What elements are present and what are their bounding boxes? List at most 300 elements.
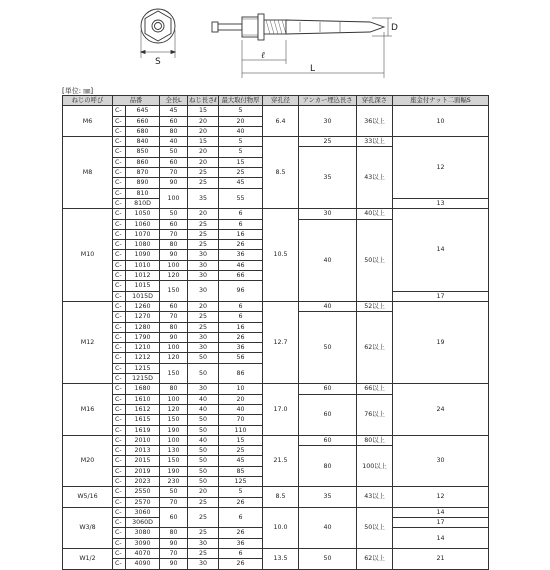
table-cell: 30 (188, 250, 219, 260)
table-cell: C- (113, 435, 126, 445)
table-cell: 230 (160, 476, 188, 486)
table-cell: 21.5 (263, 435, 299, 486)
table-cell: C- (113, 487, 126, 497)
table-cell: 50 (188, 363, 219, 384)
table-cell: 100 (160, 394, 188, 404)
table-cell: 1215D (126, 374, 160, 384)
table-cell: 1270 (126, 312, 160, 322)
table-cell: 12.7 (263, 301, 299, 383)
table-cell: 70 (160, 312, 188, 322)
table-cell: 15 (219, 157, 263, 167)
table-cell: 1280 (126, 322, 160, 332)
table-cell: 90 (160, 332, 188, 342)
table-cell: 25 (299, 137, 357, 147)
table-cell: 62以上 (357, 549, 393, 570)
table-cell: C- (113, 106, 126, 116)
table-cell: 40 (160, 137, 188, 147)
table-cell: 26 (219, 497, 263, 507)
table-cell: C- (113, 147, 126, 157)
table-cell: 4070 (126, 549, 160, 559)
table-cell: 1015 (126, 281, 160, 291)
table-cell: 3060D (126, 518, 160, 528)
table-cell: 30 (188, 281, 219, 302)
table-cell: 60 (160, 301, 188, 311)
table-cell: 30 (188, 332, 219, 342)
nut-top-view (141, 9, 175, 58)
table-cell: 130 (160, 446, 188, 456)
table-cell: 660 (126, 116, 160, 126)
table-cell: C- (113, 353, 126, 363)
table-cell: C- (113, 497, 126, 507)
table-cell: 30 (299, 209, 357, 219)
table-cell: C- (113, 538, 126, 548)
table-cell: 6.4 (263, 106, 299, 137)
table-cell: 30 (188, 538, 219, 548)
table-cell: C- (113, 209, 126, 219)
table-cell: 26 (219, 240, 263, 250)
table-cell: 25 (188, 219, 219, 229)
table-cell: C- (113, 188, 126, 198)
table-cell: C- (113, 271, 126, 281)
table-cell: C- (113, 384, 126, 394)
table-cell: 13.5 (263, 549, 299, 570)
table-cell: 120 (160, 404, 188, 414)
table-cell: 50以上 (357, 219, 393, 301)
table-cell: C- (113, 240, 126, 250)
thread-cell: M6 (63, 106, 113, 137)
table-cell: 50 (299, 549, 357, 570)
table-cell: 20 (188, 209, 219, 219)
table-cell: 4090 (126, 559, 160, 569)
table-cell: 1619 (126, 425, 160, 435)
table-cell: C- (113, 178, 126, 188)
table-cell: 26 (219, 332, 263, 342)
table-cell: C- (113, 374, 126, 384)
table-cell: 870 (126, 168, 160, 178)
table-cell: 6 (219, 219, 263, 229)
table-cell: 40以上 (357, 209, 393, 219)
col-drill-depth: 穿孔深さ (357, 96, 393, 106)
table-cell: 1080 (126, 240, 160, 250)
table-cell: 190 (160, 466, 188, 476)
table-cell: 33以上 (357, 137, 393, 147)
table-cell: 25 (188, 322, 219, 332)
table-cell: 90 (160, 178, 188, 188)
table-cell: 80 (160, 322, 188, 332)
table-cell: 150 (160, 363, 188, 384)
table-cell: 110 (219, 425, 263, 435)
table-cell: 70 (219, 415, 263, 425)
table-cell: 1060 (126, 219, 160, 229)
table-cell: 5 (219, 147, 263, 157)
table-row (63, 209, 489, 219)
table-cell: 60 (299, 384, 357, 394)
table-cell: 85 (219, 466, 263, 476)
table-cell: 2550 (126, 487, 160, 497)
table-cell: 1610 (126, 394, 160, 404)
table-cell: 10 (393, 106, 489, 137)
table-cell: 20 (188, 301, 219, 311)
table-cell: 60 (299, 435, 357, 445)
table-cell: 60 (299, 394, 357, 435)
table-cell: 36 (219, 343, 263, 353)
table-cell: C- (113, 168, 126, 178)
table-cell: 50以上 (357, 507, 393, 548)
table-cell: 2015 (126, 456, 160, 466)
thread-cell: W1/2 (63, 549, 113, 570)
label-l: L (310, 64, 316, 74)
anchor-bolt-diagram (0, 0, 550, 90)
table-cell: C- (113, 126, 126, 136)
thread-cell: M16 (63, 384, 113, 435)
table-cell: 62以上 (357, 312, 393, 384)
table-cell: 2570 (126, 497, 160, 507)
table-cell: 810D (126, 198, 160, 208)
table-cell: 25 (188, 497, 219, 507)
table-cell: 80 (160, 240, 188, 250)
table-cell: 17 (393, 518, 489, 528)
table-cell: 90 (160, 559, 188, 569)
table-cell: 14 (393, 209, 489, 291)
table-cell: 26 (219, 528, 263, 538)
table-cell: 36 (219, 538, 263, 548)
bolt-side-view (212, 14, 384, 40)
table-cell: 2023 (126, 476, 160, 486)
table-cell: 6 (219, 549, 263, 559)
table-cell: 19 (393, 301, 489, 383)
table-cell: 25 (188, 229, 219, 239)
table-cell: 2013 (126, 446, 160, 456)
table-cell: 150 (160, 281, 188, 302)
table-cell: 50 (160, 487, 188, 497)
table-cell: 50 (188, 456, 219, 466)
thread-cell: W3/8 (63, 507, 113, 548)
table-cell: 16 (219, 229, 263, 239)
table-cell: 3090 (126, 538, 160, 548)
table-cell: C- (113, 250, 126, 260)
col-part-number: 品番 (113, 96, 160, 106)
table-cell: 3060 (126, 507, 160, 517)
table-row (63, 106, 489, 116)
table-cell: 100 (160, 435, 188, 445)
table-cell: 40 (219, 404, 263, 414)
table-cell: C- (113, 363, 126, 373)
label-ell: ℓ (261, 51, 265, 61)
table-cell: 80以上 (357, 435, 393, 445)
table-cell: C- (113, 219, 126, 229)
table-cell: 15 (219, 435, 263, 445)
table-cell: 2019 (126, 466, 160, 476)
table-cell: 20 (219, 394, 263, 404)
table-cell: 80 (160, 126, 188, 136)
table-cell: 645 (126, 106, 160, 116)
header-row (63, 96, 489, 106)
table-cell: 40 (188, 394, 219, 404)
table-cell: 25 (188, 507, 219, 528)
table-cell: 1612 (126, 404, 160, 414)
table-cell: 60 (160, 157, 188, 167)
label-d: D (391, 23, 398, 33)
table-cell: 10.5 (263, 209, 299, 302)
table-cell: 840 (126, 137, 160, 147)
table-cell: 50 (188, 476, 219, 486)
table-cell: C- (113, 446, 126, 456)
table-cell: 50 (160, 209, 188, 219)
table-cell: 25 (219, 168, 263, 178)
table-cell: C- (113, 137, 126, 147)
table-cell: 80 (160, 528, 188, 538)
table-cell: 90 (160, 250, 188, 260)
table-cell: C- (113, 301, 126, 311)
table-cell: 100 (160, 343, 188, 353)
table-cell: 860 (126, 157, 160, 167)
table-cell: 20 (219, 116, 263, 126)
col-max-fixture: 最大取付物厚 (219, 96, 263, 106)
table-cell: 25 (188, 168, 219, 178)
table-cell: 5 (219, 137, 263, 147)
table-cell: 1790 (126, 332, 160, 342)
table-cell: 12 (393, 487, 489, 508)
table-cell: C- (113, 549, 126, 559)
table-cell: 46 (219, 260, 263, 270)
table-cell: 25 (188, 528, 219, 538)
spec-table (62, 95, 489, 570)
table-cell: 13 (393, 198, 489, 208)
table-cell: 1210 (126, 343, 160, 353)
table-cell: 150 (160, 456, 188, 466)
table-cell: 80 (299, 446, 357, 487)
table-cell: 40 (188, 404, 219, 414)
table-cell: C- (113, 291, 126, 301)
table-cell: 96 (219, 281, 263, 302)
table-row (63, 435, 489, 445)
table-cell: 100 (160, 188, 188, 209)
table-cell: 56 (219, 353, 263, 363)
col-embed-depth: アンカー埋込長さ (299, 96, 357, 106)
table-row (63, 301, 489, 311)
table-cell: 35 (299, 487, 357, 508)
table-cell: 890 (126, 178, 160, 188)
table-cell: 12 (393, 137, 489, 199)
table-cell: 50 (188, 415, 219, 425)
table-cell: 70 (160, 497, 188, 507)
table-cell: 1010 (126, 260, 160, 270)
table-cell: 20 (188, 116, 219, 126)
table-row (63, 487, 489, 497)
table-cell: C- (113, 404, 126, 414)
table-cell: 26 (219, 559, 263, 569)
table-cell: C- (113, 507, 126, 517)
table-cell: 40 (219, 126, 263, 136)
table-cell: 125 (219, 476, 263, 486)
table-cell: 76以上 (357, 394, 393, 435)
table-cell: 810 (126, 188, 160, 198)
table-cell: 30 (188, 384, 219, 394)
table-cell: 45 (160, 106, 188, 116)
table-cell: 66 (219, 271, 263, 281)
table-cell: C- (113, 229, 126, 239)
table-cell: C- (113, 260, 126, 270)
thread-cell: M8 (63, 137, 113, 209)
table-cell: 17.0 (263, 384, 299, 435)
thread-cell: M12 (63, 301, 113, 383)
table-cell: 1050 (126, 209, 160, 219)
table-cell: C- (113, 281, 126, 291)
table-cell: 100以上 (357, 446, 393, 487)
table-cell: C- (113, 456, 126, 466)
table-cell: 3080 (126, 528, 160, 538)
table-cell: 30 (393, 435, 489, 486)
table-cell: 45 (219, 456, 263, 466)
label-s: S (155, 57, 161, 67)
table-cell: C- (113, 312, 126, 322)
table-cell: 50 (160, 147, 188, 157)
table-cell: C- (113, 518, 126, 528)
table-cell: 16 (219, 322, 263, 332)
table-cell: 25 (188, 178, 219, 188)
table-cell: 60 (160, 116, 188, 126)
table-cell: 43以上 (357, 147, 393, 209)
table-cell: 5 (219, 106, 263, 116)
table-cell: C- (113, 322, 126, 332)
table-cell: 35 (299, 147, 357, 209)
table-cell: C- (113, 415, 126, 425)
table-cell: 25 (219, 446, 263, 456)
col-total-length: 全長L (160, 96, 188, 106)
table-cell: 36 (219, 250, 263, 260)
table-cell: C- (113, 528, 126, 538)
table-cell: 120 (160, 353, 188, 363)
table-cell: 35 (188, 188, 219, 209)
col-thread: ねじの呼び (63, 96, 113, 106)
table-cell: 60 (160, 507, 188, 528)
table-cell: 15 (188, 137, 219, 147)
table-cell: C- (113, 116, 126, 126)
table-cell: 120 (160, 271, 188, 281)
table-cell: 1090 (126, 250, 160, 260)
table-cell: 60 (160, 219, 188, 229)
table-cell: C- (113, 559, 126, 569)
table-cell: 20 (188, 147, 219, 157)
thread-cell: M20 (63, 435, 113, 486)
table-cell: 55 (219, 188, 263, 209)
table-cell: 70 (160, 229, 188, 239)
table-row (63, 507, 489, 517)
table-cell: 1212 (126, 353, 160, 363)
table-cell: 850 (126, 147, 160, 157)
table-cell: C- (113, 466, 126, 476)
table-cell: 14 (393, 528, 489, 549)
table-cell: 50 (299, 312, 357, 384)
unit-label: [単位: ㎜] (62, 87, 94, 95)
table-row (63, 549, 489, 559)
table-cell: 40 (299, 219, 357, 301)
thread-cell: M10 (63, 209, 113, 302)
table-cell: C- (113, 425, 126, 435)
table-cell: 24 (393, 384, 489, 435)
table-cell: C- (113, 343, 126, 353)
table-cell: 30 (188, 260, 219, 270)
table-cell: 52以上 (357, 301, 393, 311)
table-cell: 8.5 (263, 487, 299, 508)
table-cell: 40 (299, 507, 357, 548)
table-cell: 1215 (126, 363, 160, 373)
table-cell: 80 (160, 384, 188, 394)
table-cell: 30 (299, 106, 357, 137)
table-cell: 1680 (126, 384, 160, 394)
table-cell: 50 (188, 466, 219, 476)
table-cell: 1015D (126, 291, 160, 301)
table-cell: 20 (188, 126, 219, 136)
table-cell: 21 (393, 549, 489, 570)
table-cell: 36以上 (357, 106, 393, 137)
table-cell: 6 (219, 209, 263, 219)
table-row (63, 137, 489, 147)
table-cell: 25 (188, 240, 219, 250)
table-cell: 14 (393, 507, 489, 517)
table-cell: 30 (188, 343, 219, 353)
table-cell: 1070 (126, 229, 160, 239)
table-cell: C- (113, 332, 126, 342)
table-cell: 40 (188, 435, 219, 445)
table-cell: 25 (188, 312, 219, 322)
table-cell: 86 (219, 363, 263, 384)
table-cell: 1615 (126, 415, 160, 425)
table-cell: 6 (219, 507, 263, 528)
table-cell: 50 (188, 425, 219, 435)
table-cell: 43以上 (357, 487, 393, 508)
table-cell: 150 (160, 415, 188, 425)
table-cell: 6 (219, 301, 263, 311)
table-row (63, 384, 489, 394)
table-cell: 50 (188, 353, 219, 363)
table-cell: 90 (160, 538, 188, 548)
table-cell: 190 (160, 425, 188, 435)
table-cell: 66以上 (357, 384, 393, 394)
table-cell: 8.5 (263, 137, 299, 209)
table-cell: 70 (160, 168, 188, 178)
table-cell: 6 (219, 312, 263, 322)
table-cell: 70 (160, 549, 188, 559)
thread-cell: W5/16 (63, 487, 113, 508)
table-cell: 1260 (126, 301, 160, 311)
table-cell: 30 (188, 271, 219, 281)
table-cell: 30 (188, 559, 219, 569)
table-cell: C- (113, 394, 126, 404)
table-cell: 40 (299, 301, 357, 311)
table-cell: 25 (188, 549, 219, 559)
table-cell: 10.0 (263, 507, 299, 548)
table-cell: 100 (160, 260, 188, 270)
table-cell: 50 (188, 446, 219, 456)
col-thread-length: ねじ長さℓ (189, 97, 217, 104)
table-cell: 20 (188, 487, 219, 497)
table-cell: 1012 (126, 271, 160, 281)
col-nut-width: 座金付ナット二面幅S (393, 96, 489, 106)
col-drill-dia: 穿孔径 (263, 96, 299, 106)
table-cell: C- (113, 476, 126, 486)
table-cell: C- (113, 198, 126, 208)
table-cell: 680 (126, 126, 160, 136)
table-cell: 5 (219, 487, 263, 497)
table-cell: 10 (219, 384, 263, 394)
table-cell: 20 (188, 157, 219, 167)
table-cell: 2010 (126, 435, 160, 445)
table-cell: 17 (393, 291, 489, 301)
table-cell: C- (113, 157, 126, 167)
table-cell: 45 (219, 178, 263, 188)
table-cell: 15 (188, 106, 219, 116)
